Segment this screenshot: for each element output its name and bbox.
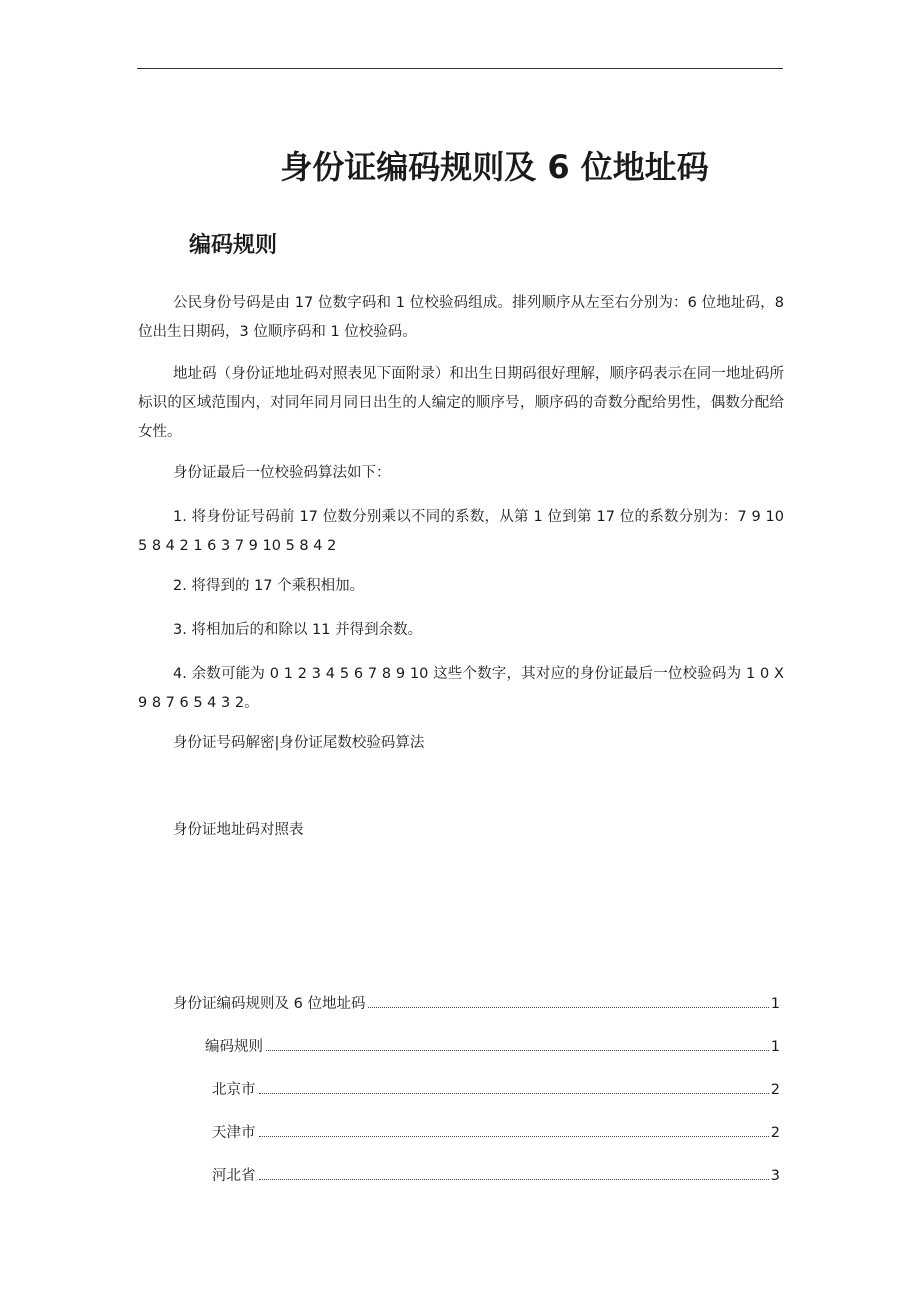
header-rule: [137, 68, 783, 69]
toc-entry[interactable]: [205, 1033, 780, 1062]
toc-entry[interactable]: [212, 1162, 780, 1191]
table-caption: 身份证地址码对照表: [173, 822, 304, 838]
toc-entry-label: 河北省: [212, 1168, 256, 1184]
toc-entry-page: 1: [770, 996, 780, 1012]
section-heading-encoding-rules: 编码规则: [189, 233, 278, 258]
toc-leader-dots: [259, 1136, 769, 1137]
toc-leader-dots: [259, 1093, 769, 1094]
paragraph-intro: 公民身份号码是由 17 位数字码和 1 位校验码组成。排列顺序从左至右分别为：6 位地址码，8 位出生日期码，3 位顺序码和 1 位校验码。: [138, 295, 784, 340]
paragraph-step-2: 2. 将得到的 17 个乘积相加。: [173, 578, 365, 594]
toc-entry-label: 身份证编码规则及 6 位地址码: [173, 996, 366, 1012]
toc-entry[interactable]: [212, 1076, 780, 1105]
paragraph-step-3: 3. 将相加后的和除以 11 并得到余数。: [173, 622, 423, 638]
toc-leader-dots: [259, 1179, 769, 1180]
link-line: 身份证号码解密|身份证尾数校验码算法: [173, 735, 425, 751]
paragraph-address-code: 地址码（身份证地址码对照表见下面附录）和出生日期码很好理解，顺序码表示在同一地址码所标识的区域范围内，对同年同月同日出生的人编定的顺序号，顺序码的奇数分配给男性，偶数分配给女性。: [138, 366, 784, 440]
toc-entry-page: 2: [770, 1125, 780, 1141]
paragraph-check-digit-intro: 身份证最后一位校验码算法如下：: [173, 465, 391, 481]
toc-entry-page: 1: [770, 1039, 780, 1055]
toc-entry-label: 天津市: [212, 1125, 256, 1141]
toc-entry[interactable]: [212, 1119, 780, 1148]
toc-entry-label: 北京市: [212, 1082, 256, 1098]
paragraph-step-4: 4. 余数可能为 0 1 2 3 4 5 6 7 8 9 10 这些个数字，其对应的身份证最后一位校验码为 1 0 X 9 8 7 6 5 4 3 2。: [138, 666, 784, 711]
document-title: 身份证编码规则及 6 位地址码: [280, 148, 709, 186]
toc-entry-label: 编码规则: [205, 1039, 263, 1055]
toc-entry-page: 2: [770, 1082, 780, 1098]
toc-leader-dots: [368, 1007, 768, 1008]
paragraph-step-1: 1. 将身份证号码前 17 位数分别乘以不同的系数，从第 1 位到第 17 位的系数分别为：7 9 10 5 8 4 2 1 6 3 7 9 10 5 8 4 2: [138, 509, 784, 554]
toc-entry[interactable]: [173, 990, 780, 1019]
toc-leader-dots: [266, 1050, 769, 1051]
toc-entry-page: 3: [770, 1168, 780, 1184]
